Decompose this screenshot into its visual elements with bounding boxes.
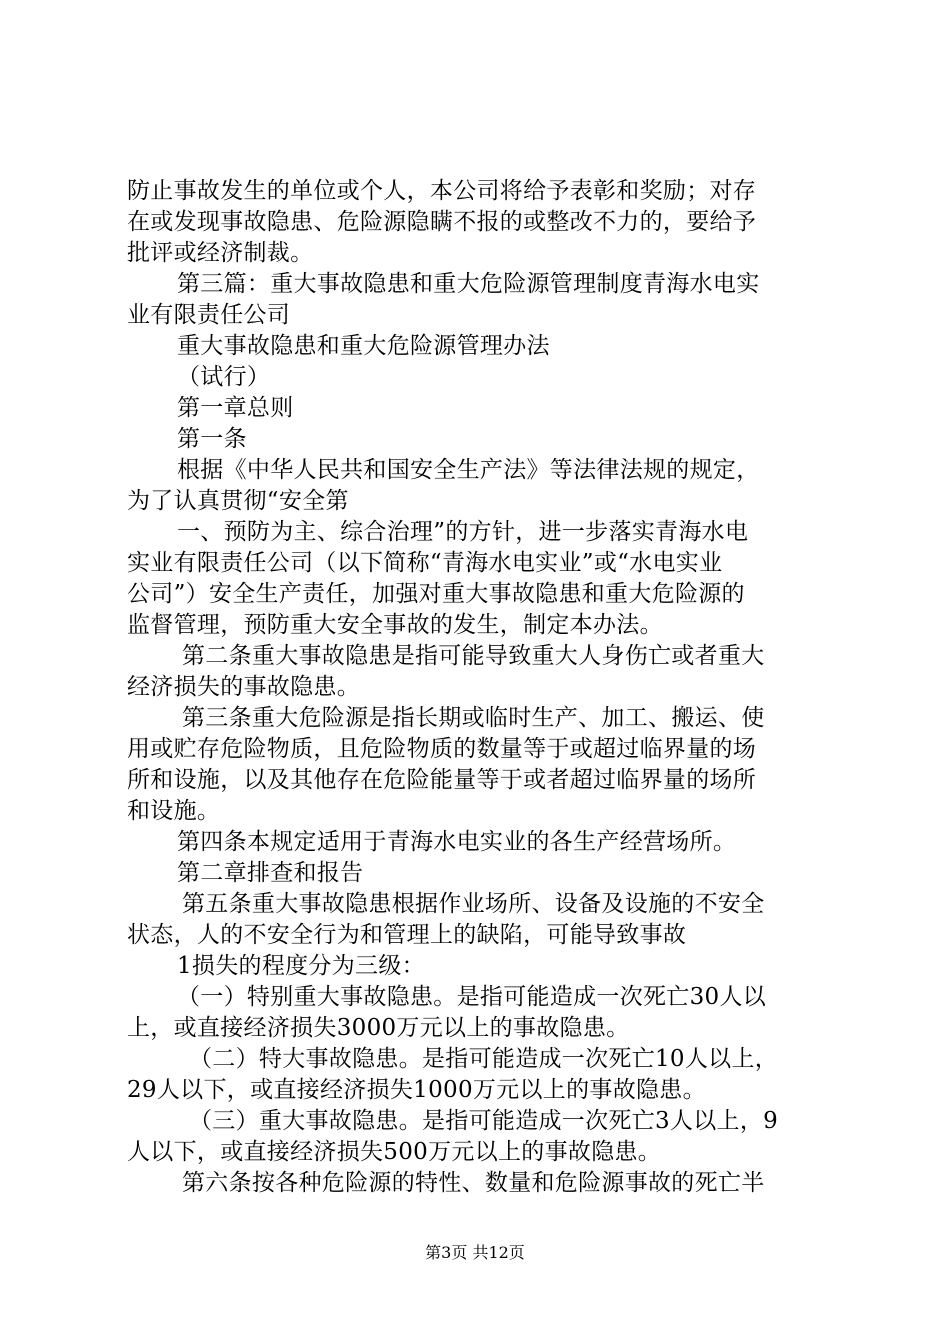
document-title: 重大事故隐患和重大危险源管理办法 — [177, 333, 550, 359]
text-line: （二）特大事故隐患。是指可能造成一次死亡10人以上， — [189, 1046, 779, 1072]
text-line: 业有限责任公司 — [127, 302, 291, 328]
section-heading: 第三篇：重大事故隐患和重大危险源管理制度青海水电实 — [177, 271, 760, 297]
text-line: 防止事故发生的单位或个人，本公司将给予表彰和奖励；对存 — [127, 178, 757, 204]
text-line: 根据《中华人民共和国安全生产法》等法律法规的规定， — [177, 457, 760, 483]
document-body — [127, 176, 842, 1199]
text-line: 上，或直接经济损失3000万元以上的事故隐患。 — [127, 1015, 630, 1041]
text-line: （一）特别重大事故隐患。是指可能造成一次死亡30人以 — [177, 984, 767, 1010]
text-line: 第六条按各种危险源的特性、数量和危险源事故的死亡半 — [182, 1170, 765, 1196]
text-line: 所和设施，以及其他存在危险能量等于或者超过临界量的场所 — [127, 767, 757, 793]
text-line: 在或发现事故隐患、危险源隐瞒不报的或整改不力的，要给予 — [127, 209, 757, 235]
text-line: 经济损失的事故隐患。 — [127, 674, 360, 700]
text-line: 一、预防为主、综合治理”的方针，进一步落实青海水电 — [177, 519, 749, 545]
text-line: 实业有限责任公司（以下简称“青海水电实业”或“水电实业 — [127, 550, 723, 576]
article-heading: 第一条 — [177, 426, 247, 452]
text-line: 状态，人的不安全行为和管理上的缺陷，可能导致事故 — [127, 922, 687, 948]
text-line: 和设施。 — [127, 798, 221, 824]
text-line: 第二条重大事故隐患是指可能导致重大人身伤亡或者重大 — [182, 643, 765, 669]
page-number: 第3页 共12页 — [425, 1243, 525, 1262]
text-line: 批评或经济制裁。 — [127, 240, 314, 266]
text-line: 为了认真贯彻“安全第 — [127, 488, 349, 514]
chapter-heading: 第二章排查和报告 — [177, 860, 364, 886]
text-line: 第三条重大危险源是指长期或临时生产、加工、搬运、使 — [182, 705, 765, 731]
text-line: 公司”）安全生产责任，加强对重大事故隐患和重大危险源的 — [127, 581, 745, 607]
text-line: （三）重大事故隐患。是指可能造成一次死亡3人以上，9 — [189, 1108, 779, 1134]
text-line: 1损失的程度分为三级： — [177, 953, 425, 979]
document-subtitle: （试行） — [177, 364, 271, 390]
text-line: 用或贮存危险物质，且危险物质的数量等于或超过临界量的场 — [127, 736, 757, 762]
text-line: 人以下，或直接经济损失500万元以上的事故隐患。 — [127, 1139, 662, 1165]
text-line: 监督管理，预防重大安全事故的发生，制定本办法。 — [127, 612, 663, 638]
text-line: 第四条本规定适用于青海水电实业的各生产经营场所。 — [177, 829, 737, 855]
text-line: 第五条重大事故隐患根据作业场所、设备及设施的不安全 — [182, 891, 765, 917]
chapter-heading: 第一章总则 — [177, 395, 294, 421]
text-line: 29人以下，或直接经济损失1000万元以上的事故隐患。 — [127, 1077, 706, 1103]
